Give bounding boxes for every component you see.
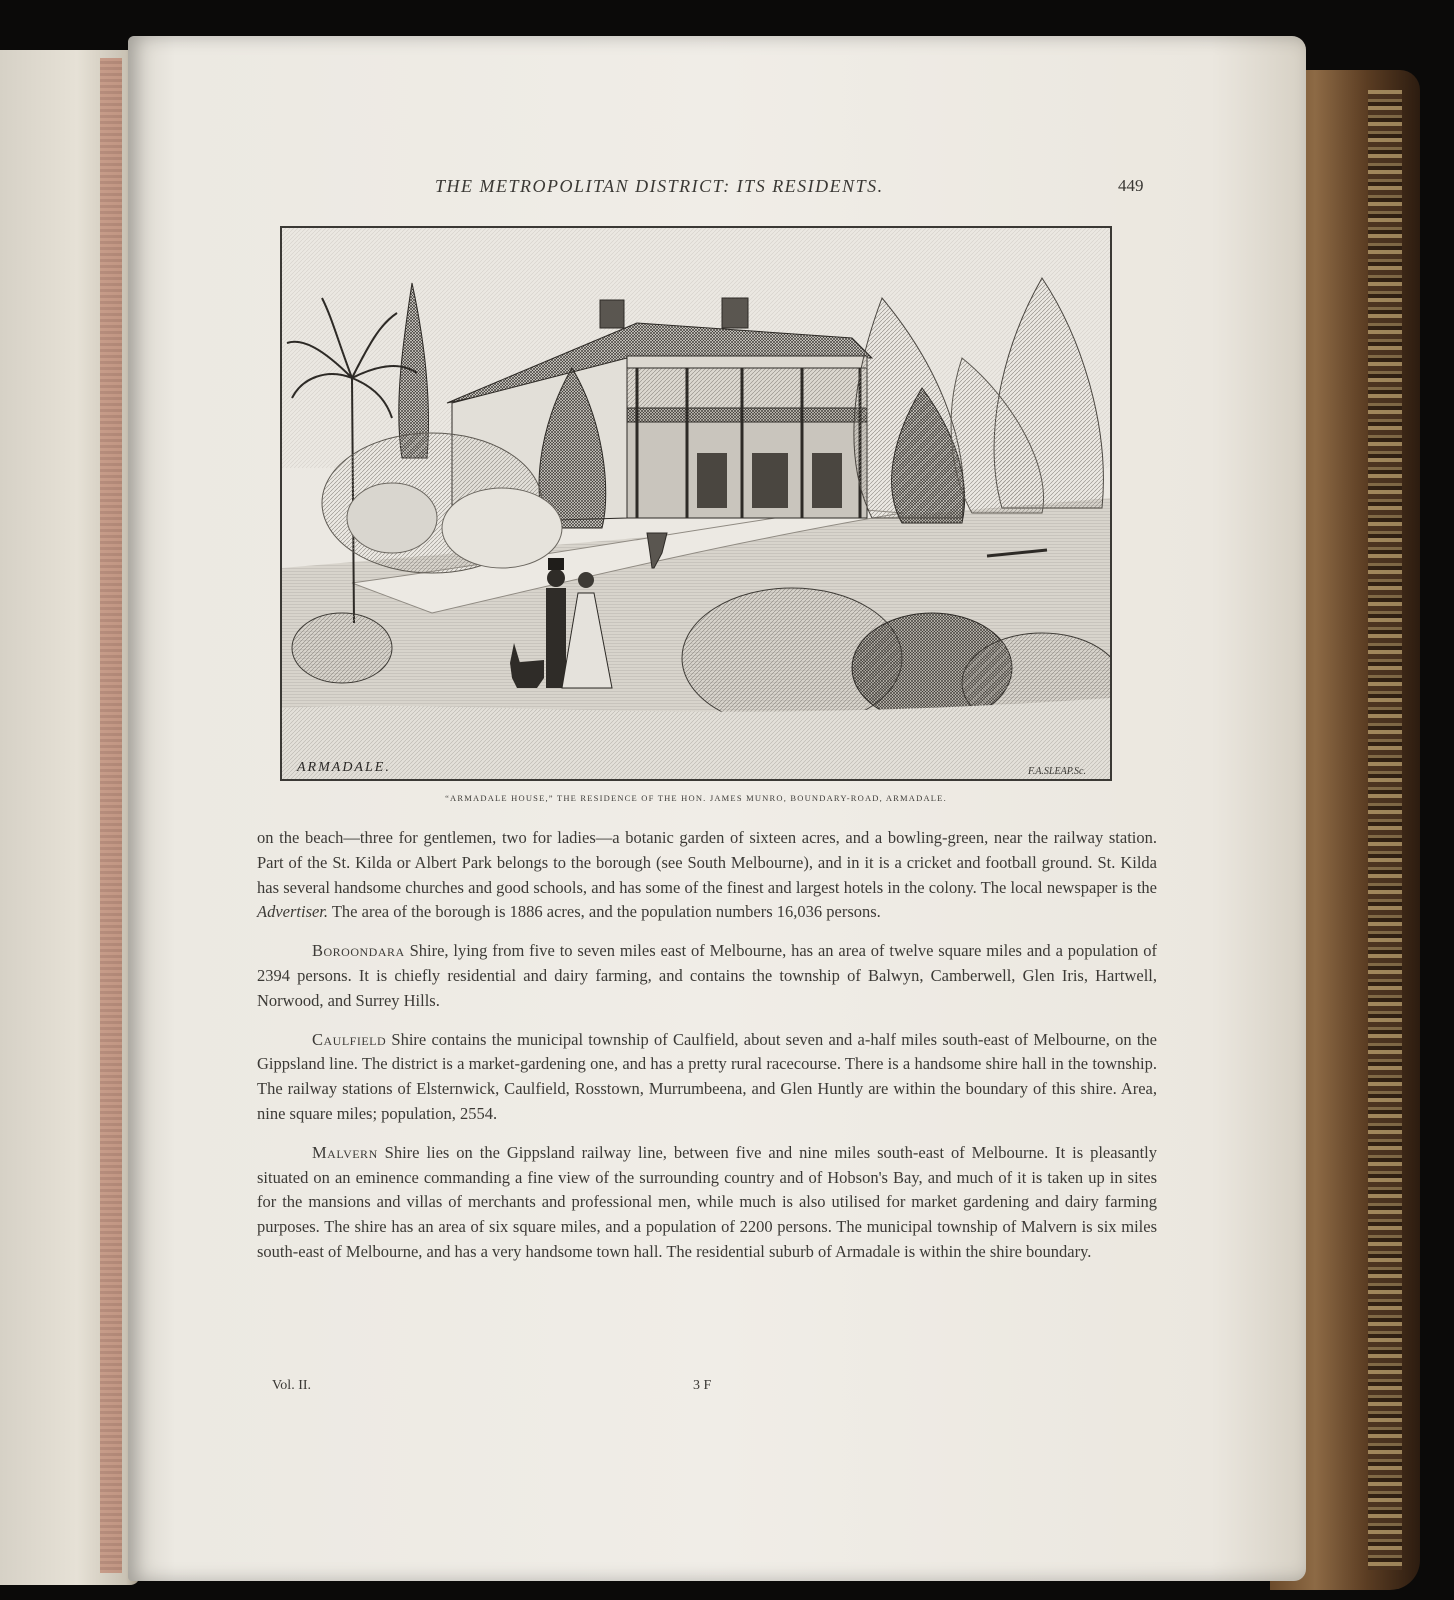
armadale-house-engraving	[282, 228, 1110, 779]
left-page-edge	[100, 58, 122, 1573]
engraving-illustration	[280, 226, 1112, 781]
paragraph-caulfield	[257, 1028, 1157, 1127]
paragraph-text: Shire, lying from five to seven miles east of Melbourne, has an area of twelve square miles and a population of 2394 persons. It is chiefly residential and dairy farming, and contains the township of Balwyn, Camberwell, Glen Iris, Hartwell, Norwood, and Surrey Hills.	[257, 941, 1157, 1010]
illustration-caption: “ARMADALE HOUSE,” THE RESIDENCE OF THE HON. JAMES MUNRO, BOUNDARY-ROAD, ARMADALE.	[445, 793, 947, 803]
volume-footer: Vol. II.	[272, 1378, 312, 1393]
engraver-signature: F.A.SLEAP.Sc.	[1028, 766, 1086, 777]
page-number: 449	[1118, 176, 1144, 195]
signature-mark: 3 F	[693, 1378, 712, 1393]
paragraph-st-kilda	[257, 826, 1157, 925]
shire-name: Malvern	[312, 1142, 378, 1162]
paragraph-text: Shire lies on the Gippsland railway line, between five and nine miles south-east of Melbourne. It is pleasantly situated on an eminence commanding a fine view of the surrounding country and of Hobson's Bay, and much of it is taken up in sites for the mansions and villas of merchants and professional men, while much is also utilised for market gardening and dairy farming purposes. The shire has an area of six square miles, and a population of 2200 persons. The municipal township of Malvern is six miles south-east of Melbourne, and has a very handsome town hall. The residential suburb of Armadale is within the shire boundary.	[257, 1142, 1157, 1261]
shire-name: Boroondara	[312, 941, 405, 961]
newspaper-title: Advertiser.	[257, 902, 329, 922]
body-text	[257, 826, 1157, 1279]
shire-name: Caulfield	[312, 1029, 387, 1049]
paragraph-boroondara	[257, 939, 1157, 1013]
paragraph-text: on the beach—three for gentlemen, two for ladies—a botanic garden of sixteen acres, and a bowling-green, near the railway station. Part of the St. Kilda or Albert Park belongs to the borough (see South Melbourne), and in it is a cricket and football ground. St. Kilda has several handsome churches and good schools, and has some of the finest and largest hotels in the colony. The local newspaper is the	[257, 828, 1157, 897]
gilt-spine-tooling	[1368, 90, 1402, 1570]
paragraph-tail: The area of the borough is 1886 acres, and the population numbers 16,036 persons.	[328, 902, 881, 922]
running-head: THE METROPOLITAN DISTRICT: ITS RESIDENTS.	[435, 176, 884, 196]
engraving-place-label: ARMADALE.	[297, 760, 391, 775]
paragraph-text: Shire contains the municipal township of Caulfield, about seven and a-half miles south-east of Melbourne, on the Gippsland line. The district is a market-gardening one, and has a pretty rural racecourse. There is a handsome shire hall in the township. The railway stations of Elsternwick, Caulfield, Rosstown, Murrumbeena, and Glen Huntly are within the boundary of this shire. Area, nine square miles; population, 2554.	[257, 1029, 1157, 1123]
paragraph-malvern	[257, 1141, 1157, 1265]
